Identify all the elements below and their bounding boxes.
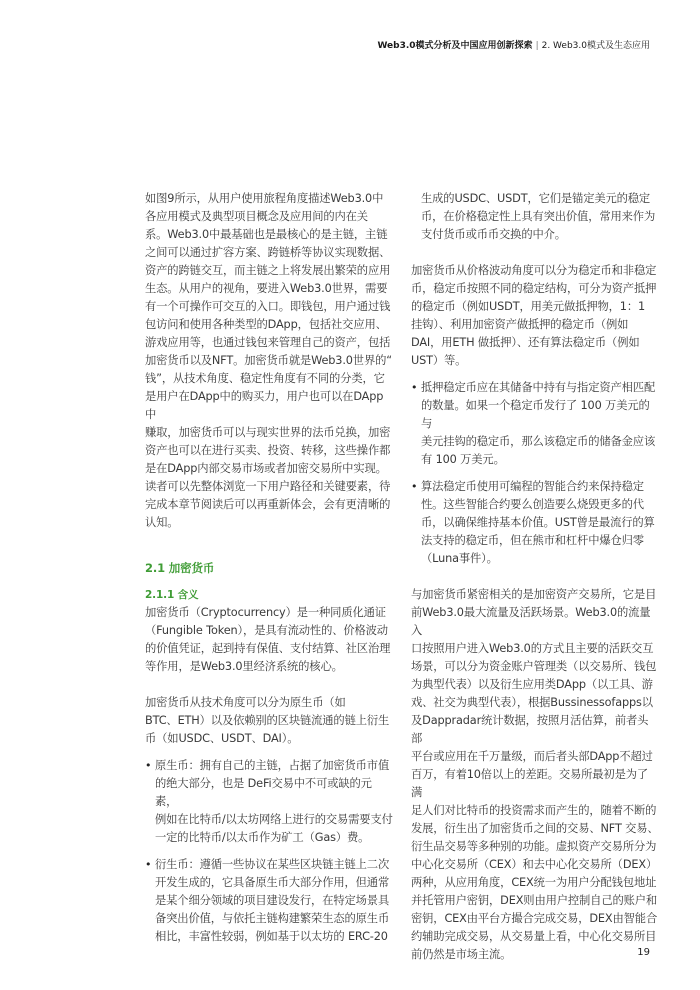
bullet-item: [145, 757, 393, 847]
stablecoin-type-list: [411, 379, 659, 568]
right-column: [411, 190, 659, 964]
bullet-icon: •: [411, 381, 418, 394]
bullet-line: 的数量。如果一个稳定币发行了 100 万美元的与: [421, 399, 650, 430]
text-line: 前Web3.0最大流量及活跃场景。Web3.0的流量入: [411, 606, 651, 637]
text-line: 场景，可以分为资金账户管理类（以交易所、钱包: [411, 660, 657, 673]
page-number: 19: [637, 947, 650, 958]
text-line: 密钥，CEX由平台方撮合完成交易，DEX由智能合: [411, 912, 658, 925]
text-line: 口按照用户进入Web3.0的方式且主要的活跃交互: [411, 642, 654, 655]
text-line: 加密货币（Cryptocurrency）是一种同质化通证: [145, 606, 386, 619]
report-title: Web3.0模式分析及中国应用创新探索: [377, 41, 533, 51]
text-line: （Fungible Token），是具有流动性的、价格波动: [145, 624, 388, 637]
bullet-line: 美元挂钩的稳定币，那么该稳定币的储备金应该: [421, 435, 656, 448]
text-line: 百万，有着10倍以上的差距。交易所最初是为了满: [411, 768, 649, 799]
section-title: 2. Web3.0模式及生态应用: [541, 41, 650, 51]
text-line: 有一个可操作可交互的入口。即钱包，用户通过钱: [145, 300, 391, 313]
text-line: 是在DApp内部交易市场或者加密交易所中实现。: [145, 462, 387, 475]
text-line: 加密货币从技术角度可以分为原生币（如: [145, 696, 346, 709]
text-line: 生态。从用户的视角，要进入Web3.0世界，需要: [145, 282, 388, 295]
bullet-line: 原生币：拥有自己的主链，占据了加密货币市值: [155, 759, 390, 772]
text-line: 系。Web3.0中最基础也是最核心的是主链，主链: [145, 228, 388, 241]
text-line: 并托管用户密钥，DEX则由用户控制自己的账户和: [411, 894, 658, 907]
text-line: 等作用，是Web3.0里经济系统的核心。: [145, 660, 343, 673]
text-line: BTC、ETH）以及依赖别的区块链流通的链上衍生: [145, 714, 390, 727]
exchange-paragraph: [411, 586, 659, 964]
text-line: DAI，用ETH 做抵押）、还有算法稳定币（例如: [411, 336, 640, 349]
text-line: 币（如USDC、USDT、DAI）。: [145, 732, 299, 745]
bullet-line: 币，以确保维持基本价值。UST曾是最流行的算: [421, 516, 655, 529]
bullet-line: 有 100 万美元。: [421, 453, 505, 466]
text-line: 约辅助完成交易，从交易量上看，中心化交易所目: [411, 930, 657, 943]
text-line: 发展，衍生出了加密货币之间的交易、NFT 交易、: [411, 822, 659, 835]
classification-paragraph: [145, 694, 393, 748]
bullet-line: 例如在比特币/以太坊网络上进行的交易需要支付: [155, 813, 393, 826]
text-line: 支付货币或币币交换的中介。: [421, 228, 566, 241]
bullet-line: 衍生币：遵循一些协议在某些区块链主链上二次: [155, 858, 390, 871]
text-line: 包访问和使用各种类型的DApp，包括社交应用、: [145, 318, 387, 331]
left-column: [145, 190, 393, 946]
text-line: 游戏应用等，也通过钱包来管理自己的资产，包括: [145, 336, 391, 349]
text-line: 资产的跨链交互，而主链之上将发展出繁荣的应用: [145, 264, 391, 277]
text-line: 中心化交易所（CEX）和去中心化交易所（DEX）: [411, 858, 658, 871]
text-line: 认知。: [145, 516, 179, 529]
text-line: 与加密货币紧密相关的是加密资产交易所，它是目: [411, 588, 657, 601]
intro-paragraph: [145, 190, 393, 532]
bullet-line: 备突出价值，与依托主链构建繁荣生态的原生币: [155, 912, 390, 925]
bullet-line: 法支持的稳定币，但在熊市和杠杆中爆仓归零: [421, 534, 644, 547]
text-line: 赚取，加密货币可以与现实世界的法币兑换，加密: [145, 426, 391, 439]
bullet-item: [145, 856, 393, 946]
text-line: 钱”，从技术角度、稳定性角度有不同的分类，它: [145, 372, 385, 385]
bullet-line: 算法稳定币使用可编程的智能合约来保持稳定: [421, 480, 644, 493]
bullet-icon: •: [411, 480, 418, 493]
text-line: 挂钩）、利用加密资产做抵押的稳定币（例如: [411, 318, 629, 331]
text-line: 加密货币以及NFT。加密货币就是Web3.0世界的“: [145, 354, 392, 367]
text-line: 足人们对比特币的投资需求而产生的，随着不断的: [411, 804, 657, 817]
bullet-item: [411, 379, 659, 469]
text-line: 读者可以先整体浏览一下用户路径和关键要素，待: [145, 480, 391, 493]
text-line: 之间可以通过扩容方案、跨链桥等协议实现数据、: [145, 246, 391, 259]
text-line: 戏、社交为典型代表），根据Bussinessofapps以: [411, 696, 653, 709]
section-heading: 2.1 加密货币: [145, 561, 215, 575]
bullet-line: 开发生成的，它具备原生币大部分作用，但通常: [155, 876, 390, 889]
definition-paragraph: [145, 604, 393, 676]
bullet-line: （Luna事件）。: [421, 552, 498, 565]
coin-type-list: [145, 757, 393, 946]
text-line: 前仍然是市场主流。: [411, 948, 512, 961]
text-line: 加密货币从价格波动角度可以分为稳定币和非稳定: [411, 264, 657, 277]
text-line: 为典型代表）以及衍生应用类DApp（以工具、游: [411, 678, 653, 691]
text-line: 完成本章节阅读后可以再重新体会，会有更清晰的: [145, 498, 391, 511]
bullet-item: [411, 478, 659, 568]
text-line: 生成的USDC、USDT，它们是锚定美元的稳定: [421, 192, 651, 205]
text-line: UST）等。: [411, 354, 467, 367]
bullet-line: 抵押稳定币应在其储备中持有与指定资产相匹配: [421, 381, 656, 394]
text-line: 及Dappradar统计数据，按照月活估算，前者头部: [411, 714, 649, 745]
continued-bullet-text: [411, 190, 659, 244]
bullet-icon: •: [145, 759, 152, 772]
stablecoin-paragraph: [411, 262, 659, 370]
running-header: [377, 38, 650, 51]
text-line: 是用户在DApp中的购买力，用户也可以在DApp中: [145, 390, 384, 421]
bullet-line: 性。这些智能合约要么创造要么烧毁更多的代: [421, 498, 644, 511]
subsection-heading: 2.1.1 含义: [145, 589, 199, 601]
header-separator: |: [535, 41, 539, 51]
bullet-line: 是某个细分领域的项目建设发行，在特定场景具: [155, 894, 390, 907]
bullet-line: 相比，丰富性较弱，例如基于以太坊的 ERC-20: [155, 930, 388, 943]
text-line: 资产也可以在进行买卖、投资、转移，这些操作都: [145, 444, 391, 457]
bullet-icon: •: [145, 858, 152, 871]
text-line: 两种，从应用角度，CEX统一为用户分配钱包地址: [411, 876, 657, 889]
text-line: 的稳定币（例如USDT，用美元做抵押物，1：1: [411, 300, 646, 313]
text-line: 的价值凭证，起到持有保值、支付结算、社区治理: [145, 642, 391, 655]
text-line: 衍生品交易等多种别的功能。虚拟资产交易所分为: [411, 840, 657, 853]
text-line: 平台或应用在千万量级，而后者头部DApp不超过: [411, 750, 653, 763]
text-line: 币，稳定币按照不同的稳定结构，可分为资产抵押: [411, 282, 657, 295]
bullet-line: 一定的比特币/以太币作为矿工（Gas）费。: [155, 831, 370, 844]
text-line: 如图9所示，从用户使用旅程角度描述Web3.0中: [145, 192, 384, 205]
bullet-line: 的绝大部分，也是 DeFi交易中不可或缺的元素，: [155, 777, 372, 808]
text-line: 各应用模式及典型项目概念及应用间的内在关: [145, 210, 368, 223]
text-line: 币，在价格稳定性上具有突出价值，常用来作为: [421, 210, 656, 223]
